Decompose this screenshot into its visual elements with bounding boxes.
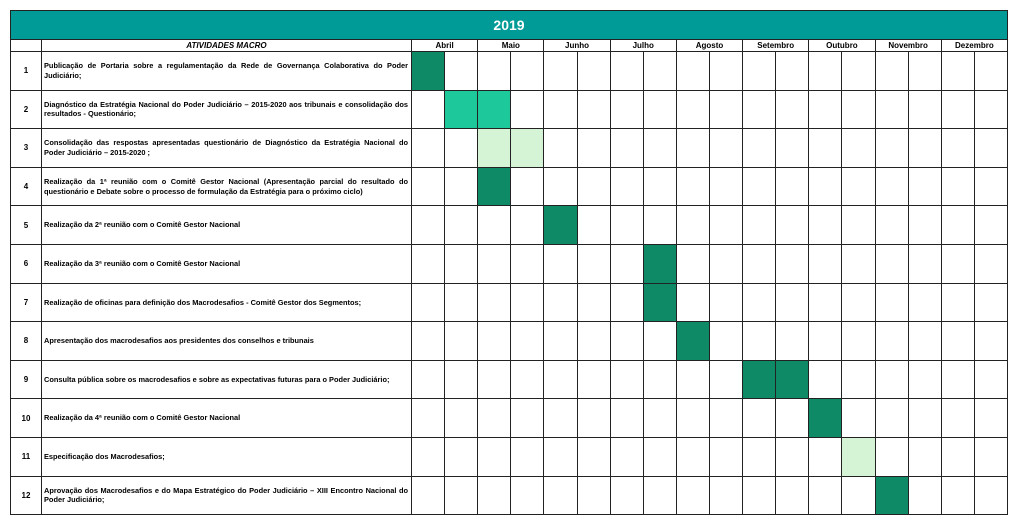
timeline-cell-scheduled [445,90,478,129]
timeline-cell [445,360,478,399]
number-header [11,40,42,52]
timeline-cell [511,322,544,361]
timeline-cell [941,322,974,361]
timeline-cell [676,244,709,283]
timeline-cell [511,283,544,322]
timeline-cell [643,206,676,245]
timeline-cell [875,129,908,168]
timeline-cell [610,437,643,476]
timeline-cell [676,476,709,515]
month-header: Dezembro [941,40,1007,52]
timeline-cell [610,129,643,168]
timeline-cell [974,52,1007,91]
month-header: Abril [412,40,478,52]
timeline-cell [610,399,643,438]
timeline-cell-scheduled [643,283,676,322]
timeline-cell [643,322,676,361]
timeline-cell [577,90,610,129]
timeline-cell [908,206,941,245]
timeline-cell [544,399,577,438]
table-row [11,283,1008,322]
timeline-cell [743,437,776,476]
timeline-cell [908,322,941,361]
activity-number: 7 [11,283,42,322]
timeline-cell [445,399,478,438]
timeline-cell [676,90,709,129]
table-row [11,360,1008,399]
timeline-cell [577,244,610,283]
activity-number: 10 [11,399,42,438]
activity-description: Realização da 4ª reunião com o Comitê Gestor Nacional [42,399,412,438]
timeline-cell [544,476,577,515]
timeline-cell [412,167,445,206]
timeline-cell [809,476,842,515]
timeline-cell [709,399,742,438]
activity-description: Aprovação dos Macrodesafios e do Mapa Estratégico do Poder Judiciário – XIII Encontro Nacional do Poder Judiciário; [42,476,412,515]
timeline-cell [511,476,544,515]
timeline-cell [577,283,610,322]
timeline-cell [941,244,974,283]
timeline-cell [908,360,941,399]
activity-description: Diagnóstico da Estratégia Nacional do Poder Judiciário – 2015-2020 aos tribunais e consolidação dos resultados - Questionário; [42,90,412,129]
timeline-cell [478,52,511,91]
timeline-cell [445,476,478,515]
activity-description: Consolidação das respostas apresentadas questionário de Diagnóstico da Estratégia Nacional do Poder Judiciário – 2015-2020 ; [42,129,412,168]
timeline-cell [412,322,445,361]
timeline-cell [709,244,742,283]
timeline-cell [743,52,776,91]
timeline-cell [610,244,643,283]
timeline-cell [908,244,941,283]
timeline-cell [875,399,908,438]
timeline-cell [610,52,643,91]
month-header: Maio [478,40,544,52]
timeline-cell [842,399,875,438]
table-row [11,322,1008,361]
timeline-cell [412,90,445,129]
timeline-cell [743,399,776,438]
timeline-cell [412,437,445,476]
timeline-cell [445,206,478,245]
timeline-cell [809,129,842,168]
timeline-cell [643,476,676,515]
timeline-cell [544,244,577,283]
activity-number: 8 [11,322,42,361]
timeline-cell [875,90,908,129]
activity-description: Especificação dos Macrodesafios; [42,437,412,476]
timeline-cell [875,283,908,322]
activity-number: 1 [11,52,42,91]
timeline-cell-scheduled [478,167,511,206]
timeline-cell-scheduled [478,129,511,168]
timeline-cell [974,167,1007,206]
timeline-cell [842,129,875,168]
month-header: Agosto [676,40,742,52]
timeline-cell [643,437,676,476]
timeline-cell [776,90,809,129]
timeline-cell [709,52,742,91]
timeline-cell-scheduled [776,360,809,399]
timeline-cell [809,167,842,206]
table-row [11,244,1008,283]
timeline-cell [511,399,544,438]
timeline-cell [941,399,974,438]
timeline-cell [709,206,742,245]
timeline-cell [776,244,809,283]
timeline-cell [478,399,511,438]
timeline-cell [842,476,875,515]
timeline-cell [544,437,577,476]
timeline-cell [875,360,908,399]
timeline-cell [676,52,709,91]
timeline-cell [478,476,511,515]
timeline-cell [908,52,941,91]
timeline-cell [974,244,1007,283]
timeline-cell [842,206,875,245]
activity-number: 5 [11,206,42,245]
timeline-cell [908,476,941,515]
timeline-cell-scheduled [875,476,908,515]
activity-number: 4 [11,167,42,206]
timeline-cell [974,283,1007,322]
table-row [11,399,1008,438]
timeline-cell [412,244,445,283]
timeline-cell-scheduled [544,206,577,245]
timeline-cell [941,360,974,399]
timeline-cell [875,167,908,206]
timeline-cell [412,399,445,438]
timeline-cell [974,322,1007,361]
timeline-cell [743,283,776,322]
timeline-cell [709,129,742,168]
timeline-cell [941,437,974,476]
timeline-cell [544,360,577,399]
timeline-cell [544,167,577,206]
timeline-cell [743,90,776,129]
timeline-cell [610,476,643,515]
timeline-cell [908,283,941,322]
timeline-cell [941,206,974,245]
timeline-cell [445,167,478,206]
timeline-cell [577,476,610,515]
timeline-cell [941,476,974,515]
activity-description: Publicação de Portaria sobre a regulamentação da Rede de Governança Colaborativa do Poder Judiciário; [42,52,412,91]
timeline-cell [544,283,577,322]
timeline-cell [445,322,478,361]
timeline-cell [709,322,742,361]
activity-number: 2 [11,90,42,129]
timeline-cell [743,129,776,168]
timeline-cell [908,90,941,129]
timeline-cell [676,437,709,476]
timeline-cell [875,52,908,91]
timeline-cell [676,167,709,206]
timeline-cell [842,90,875,129]
timeline-cell [776,283,809,322]
timeline-cell [776,52,809,91]
timeline-cell [941,90,974,129]
timeline-cell-scheduled [743,360,776,399]
timeline-cell [776,129,809,168]
timeline-cell [941,129,974,168]
timeline-cell [445,129,478,168]
timeline-cell [941,283,974,322]
timeline-cell [412,129,445,168]
activity-description: Consulta pública sobre os macrodesafios e sobre as expectativas futuras para o Poder Judiciário; [42,360,412,399]
timeline-cell [743,476,776,515]
timeline-cell [941,52,974,91]
timeline-cell [743,322,776,361]
timeline-cell [676,399,709,438]
timeline-cell [776,167,809,206]
timeline-cell [743,206,776,245]
timeline-cell [709,167,742,206]
table-row [11,476,1008,515]
timeline-cell [709,360,742,399]
timeline-cell [478,244,511,283]
timeline-cell [610,167,643,206]
timeline-cell [445,283,478,322]
timeline-cell [809,437,842,476]
timeline-cell [941,167,974,206]
timeline-cell [412,360,445,399]
timeline-cell [908,167,941,206]
schedule-sheet [10,10,1008,515]
timeline-cell [776,322,809,361]
timeline-cell [776,399,809,438]
timeline-cell [776,206,809,245]
timeline-cell [842,360,875,399]
activity-description: Realização da 1ª reunião com o Comitê Gestor Nacional (Apresentação parcial do resultado do questionário e Debate sobre o processo de formulação da Estratégia para o próximo ciclo) [42,167,412,206]
timeline-cell [676,283,709,322]
timeline-cell [809,322,842,361]
timeline-cell [809,206,842,245]
month-header: Novembro [875,40,941,52]
timeline-cell [577,322,610,361]
timeline-cell [511,206,544,245]
year-title: 2019 [11,11,1008,40]
timeline-cell [478,437,511,476]
timeline-cell [412,206,445,245]
timeline-cell [577,437,610,476]
timeline-cell [809,52,842,91]
timeline-cell [445,52,478,91]
timeline-cell [974,360,1007,399]
timeline-cell [875,437,908,476]
timeline-cell [974,90,1007,129]
activity-number: 3 [11,129,42,168]
timeline-cell-scheduled [676,322,709,361]
timeline-cell-scheduled [511,129,544,168]
timeline-cell [974,129,1007,168]
timeline-cell-scheduled [809,399,842,438]
month-header: Outubro [809,40,875,52]
timeline-cell-scheduled [842,437,875,476]
timeline-cell [908,399,941,438]
timeline-cell-scheduled [412,52,445,91]
timeline-cell [842,322,875,361]
timeline-cell [412,476,445,515]
timeline-cell [875,206,908,245]
timeline-cell [511,437,544,476]
timeline-cell [809,283,842,322]
timeline-cell [676,360,709,399]
timeline-cell [676,129,709,168]
timeline-cell [478,322,511,361]
table-row [11,129,1008,168]
timeline-cell [776,437,809,476]
table-row [11,90,1008,129]
timeline-cell [511,52,544,91]
timeline-cell [875,322,908,361]
timeline-cell [478,360,511,399]
table-row [11,52,1008,91]
timeline-cell [511,167,544,206]
table-row [11,167,1008,206]
timeline-cell [974,437,1007,476]
timeline-cell [610,283,643,322]
activity-description: Realização de oficinas para definição dos Macrodesafios - Comitê Gestor dos Segmentos; [42,283,412,322]
timeline-cell-scheduled [643,244,676,283]
timeline-cell [842,283,875,322]
timeline-cell [809,360,842,399]
timeline-cell [842,167,875,206]
timeline-cell [610,90,643,129]
activity-number: 12 [11,476,42,515]
timeline-cell [974,476,1007,515]
activities-header: ATIVIDADES MACRO [42,40,412,52]
timeline-cell [743,167,776,206]
month-header: Setembro [743,40,809,52]
table-row [11,206,1008,245]
timeline-cell [842,52,875,91]
timeline-cell [643,90,676,129]
timeline-cell [643,167,676,206]
timeline-cell [577,399,610,438]
timeline-cell [511,244,544,283]
timeline-cell [974,399,1007,438]
timeline-cell [445,437,478,476]
month-header: Junho [544,40,610,52]
timeline-cell [709,90,742,129]
timeline-cell [577,167,610,206]
timeline-cell [875,244,908,283]
timeline-cell [974,206,1007,245]
timeline-cell [610,322,643,361]
timeline-cell [643,129,676,168]
timeline-cell [445,244,478,283]
timeline-cell [908,437,941,476]
timeline-cell [577,52,610,91]
timeline-cell [478,283,511,322]
timeline-cell [842,244,875,283]
timeline-cell [709,437,742,476]
timeline-cell [743,244,776,283]
month-header: Julho [610,40,676,52]
activity-description: Apresentação dos macrodesafios aos presidentes dos conselhos e tribunais [42,322,412,361]
timeline-cell [577,360,610,399]
timeline-cell [412,283,445,322]
timeline-cell [610,206,643,245]
timeline-cell [610,360,643,399]
timeline-cell [577,206,610,245]
header-row [11,40,1008,52]
timeline-cell [577,129,610,168]
activity-rows [11,52,1008,515]
timeline-cell [643,399,676,438]
timeline-cell [776,476,809,515]
timeline-cell [478,206,511,245]
timeline-cell [676,206,709,245]
timeline-cell [544,322,577,361]
timeline-cell [544,52,577,91]
timeline-cell [809,90,842,129]
timeline-cell [809,244,842,283]
activity-number: 6 [11,244,42,283]
timeline-cell [544,90,577,129]
timeline-cell-scheduled [478,90,511,129]
timeline-cell [511,360,544,399]
activity-description: Realização da 3ª reunião com o Comitê Gestor Nacional [42,244,412,283]
activity-number: 11 [11,437,42,476]
timeline-cell [511,90,544,129]
timeline-cell [709,476,742,515]
gantt-table [10,10,1008,515]
timeline-cell [908,129,941,168]
activity-number: 9 [11,360,42,399]
timeline-cell [643,52,676,91]
activity-description: Realização da 2ª reunião com o Comitê Gestor Nacional [42,206,412,245]
timeline-cell [544,129,577,168]
table-row [11,437,1008,476]
timeline-cell [643,360,676,399]
timeline-cell [709,283,742,322]
